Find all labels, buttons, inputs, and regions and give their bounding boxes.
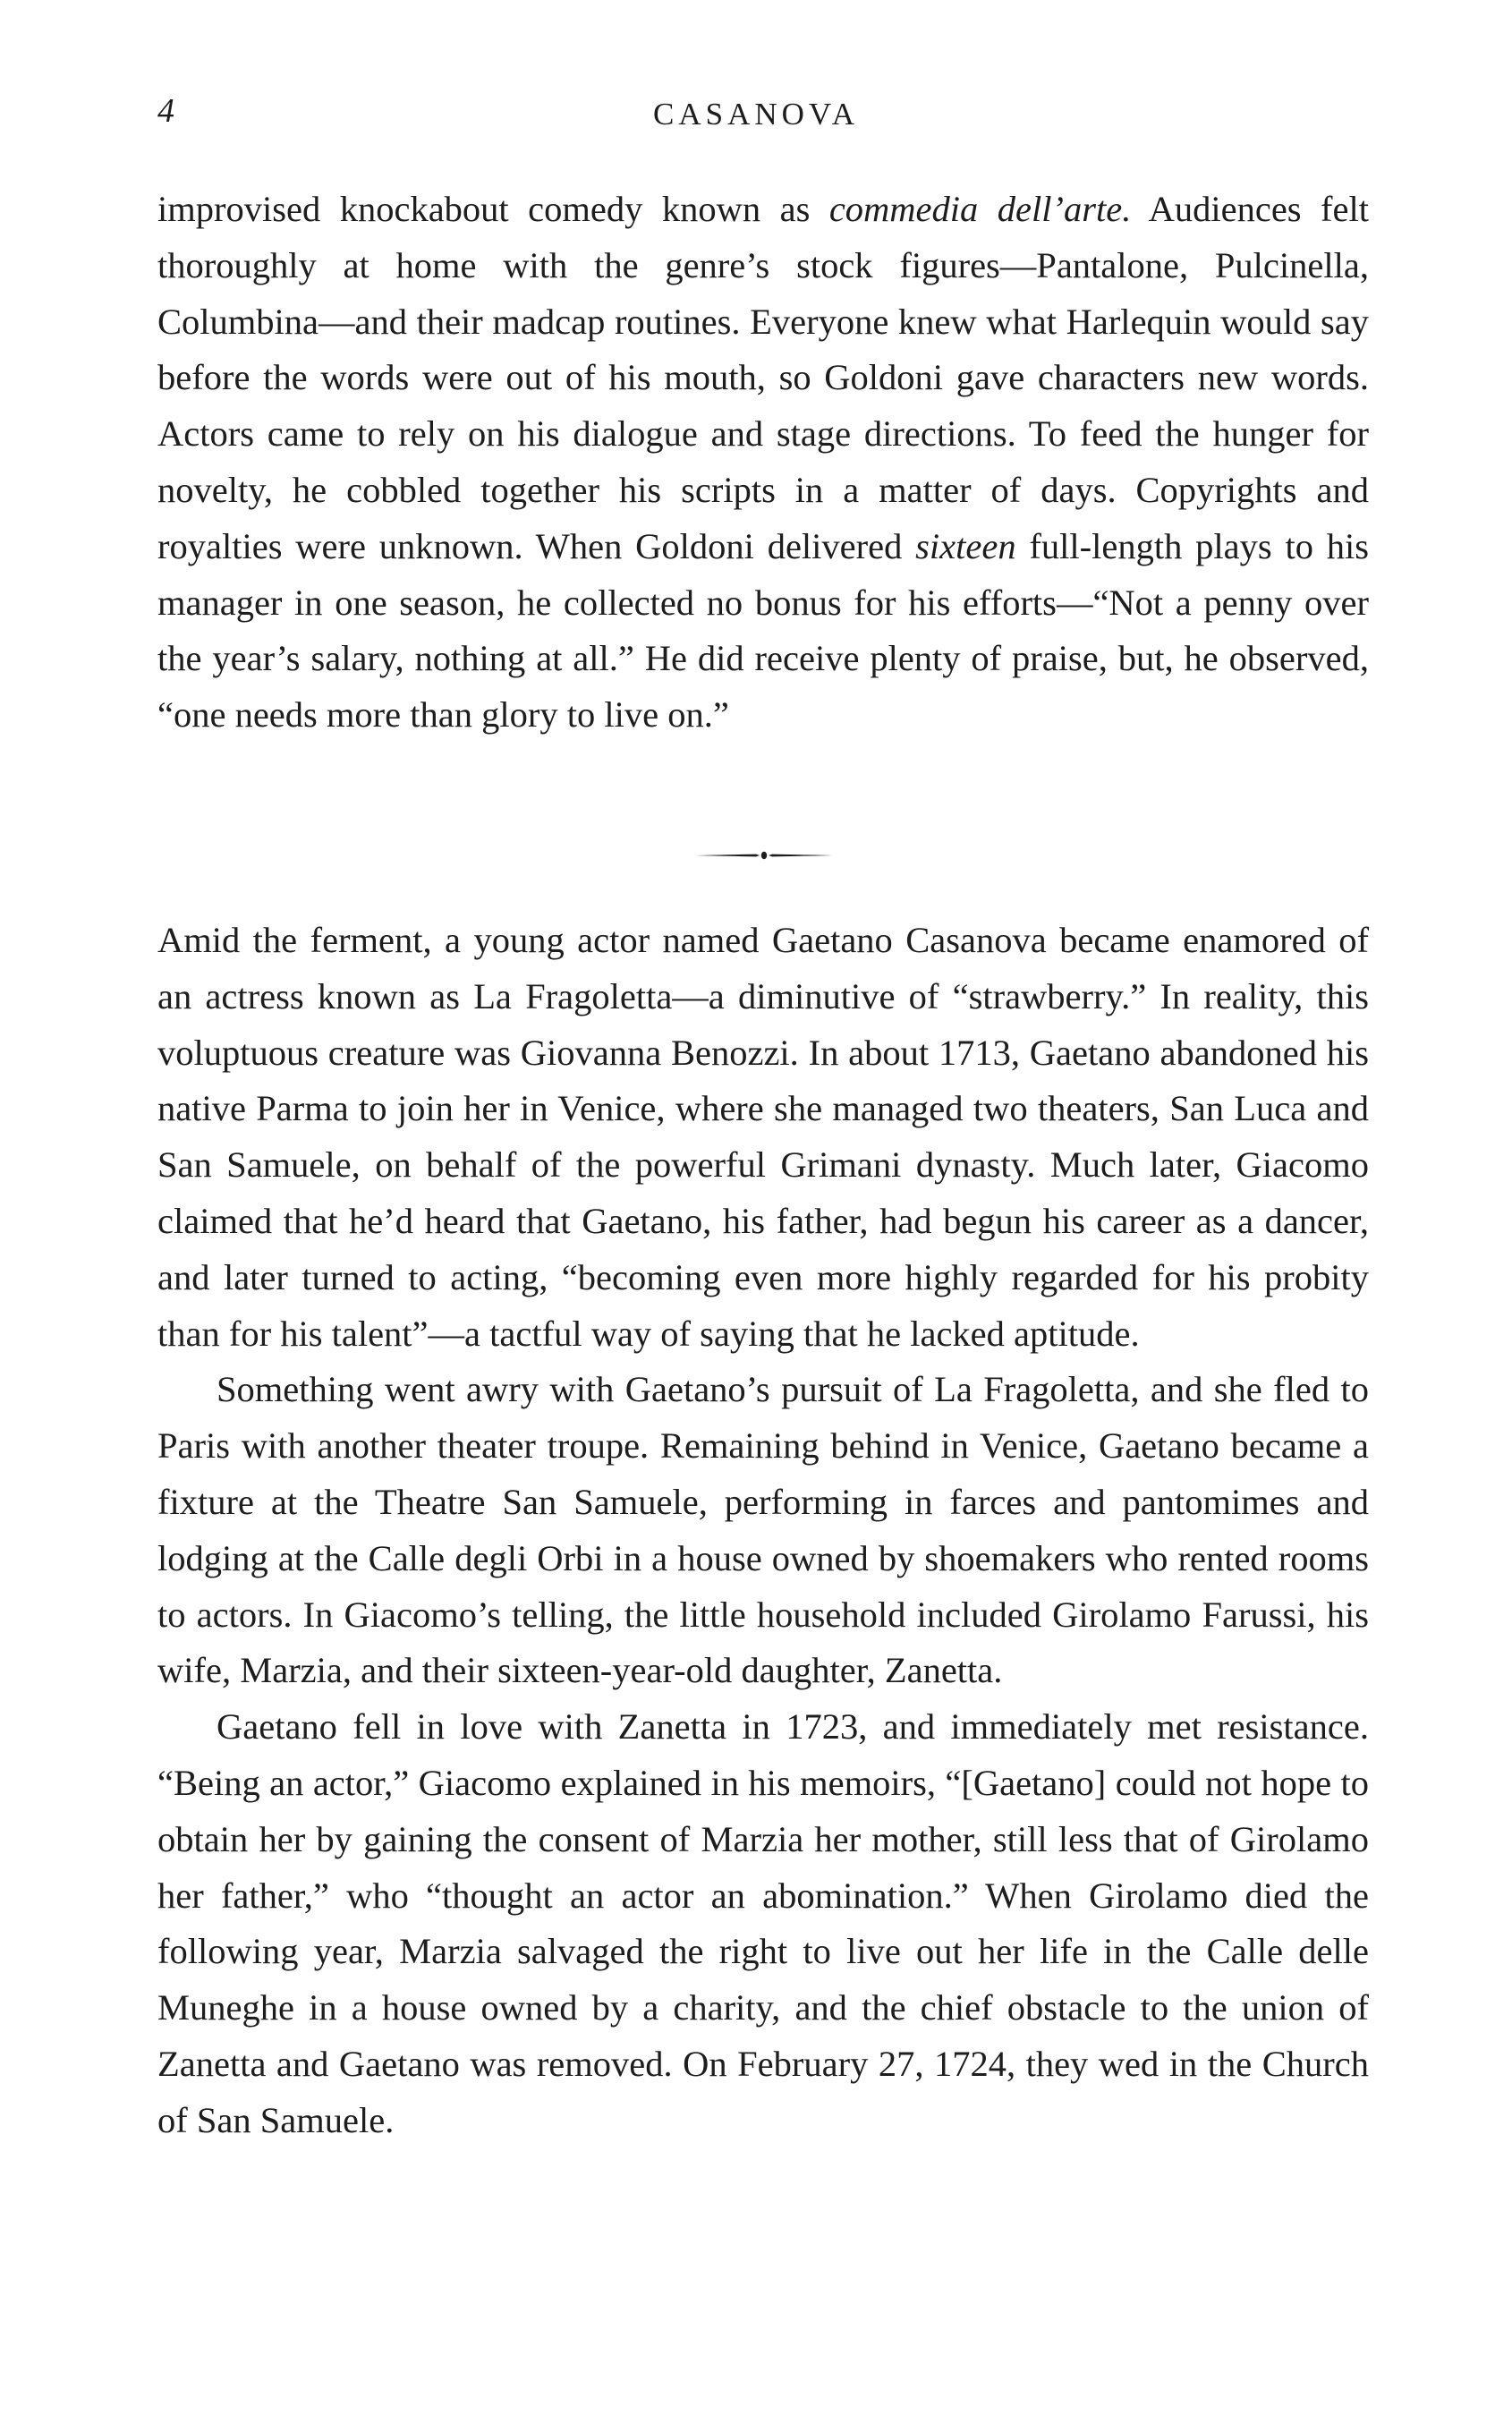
paragraph [157, 182, 1369, 744]
text-run: improvised knockabout comedy known as [157, 189, 829, 229]
paragraph: Amid the ferment, a young actor named Gaetano Casanova became enamored of an actress known as La Fragoletta—a diminutive of “strawberry.” In reality, this voluptuous creature was Giovanna Benozzi. In about 1713, Gaetano abandoned his native Parma to join her in Venice, where she managed two theaters, San Luca and San Samuele, on behalf of the powerful Grimani dynasty. Much later, Giacomo claimed that he’d heard that Gaetano, his father, had begun his career as a dancer, and later turned to acting, “becoming even more highly regarded for his probity than for his talent”—a tactful way of saying that he lacked aptitude. [157, 920, 1369, 1354]
page-number: 4 [157, 92, 174, 130]
section-break-ornament-icon [695, 849, 833, 862]
text-section-two [157, 913, 1369, 2149]
paragraph: Gaetano fell in love with Zanetta in 1723, and immediately met resistance. “Being an actor,” Giacomo explained in his memoirs, “[Gaetano] could not hope to obtain her by gaining the consent of Marzia her mother, still less that of Girolamo her father,” who “thought an actor an abomination.” When Girolamo died the following year, Marzia salvaged the right to live out her life in the Calle delle Muneghe in a house owned by a charity, and the chief obstacle to the union of Zanetta and Gaetano was removed. On February 27, 1724, they wed in the Church of San Samuele. [157, 1706, 1369, 2140]
paragraph: Something went awry with Gaetano’s pursuit of La Fragoletta, and she fled to Paris with another theater troupe. Remaining behind in Venice, Gaetano became a fixture at the Theatre San Samuele, performing in farces and pantomimes and lodging at the Calle degli Orbi in a house owned by shoemakers who rented rooms to actors. In Giacomo’s telling, the little household included Girolamo Farussi, his wife, Marzia, and their sixteen-year-old daughter, Zanetta. [157, 1369, 1369, 1691]
text-run: Audiences felt thoroughly at home with the genre’s stock figures—Pantalone, Pulcinella, Columbina—and their madcap routines. Everyone knew what Harlequin would say before the words were out of his mouth, so Goldoni gave characters new words. Actors came to rely on his dialogue and stage directions. To feed the hunger for novelty, he cobbled together his scripts in a matter of days. Copyrights and royalties were unknown. When Goldoni delivered [157, 189, 1370, 566]
text-run: full-length plays to his manager in one season, he collected no bonus for his efforts—“Not a penny over the year’s salary, nothing at all.” He did receive plenty of praise, but, he observed, “one needs more than glory to live on.” [157, 525, 1370, 736]
running-head: CASANOVA [653, 97, 859, 132]
italic-emphasis: sixteen [915, 525, 1016, 566]
text-section-one [157, 182, 1369, 744]
italic-term: commedia dell’arte. [828, 189, 1132, 229]
